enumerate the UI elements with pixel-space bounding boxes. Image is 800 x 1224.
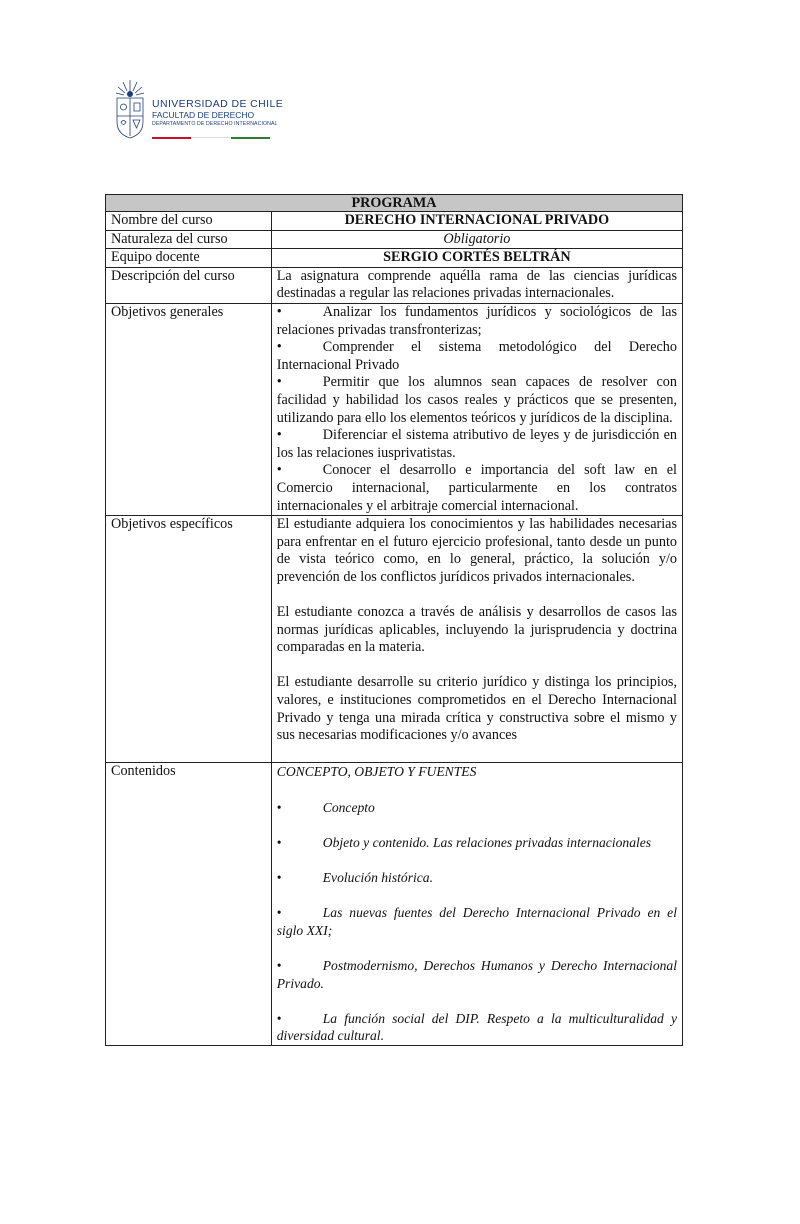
content-text: La función social del DIP. Respeto a la multiculturalidad y diversidad cultural. [276, 1010, 677, 1044]
specific-objectives-value [271, 516, 682, 763]
table-row [106, 249, 683, 268]
row-label-nature: Naturaleza del curso [106, 230, 272, 249]
bullet-icon: • [276, 834, 282, 850]
row-label-specific-objectives: Objetivos específicos [106, 516, 272, 763]
bullet-icon: • [276, 1010, 282, 1026]
table-title-row [106, 195, 683, 212]
bullet-icon: • [276, 869, 282, 885]
list-item [277, 339, 677, 374]
table-title: PROGRAMA [106, 195, 683, 212]
bullet-icon: • [276, 427, 282, 444]
bullet-icon: • [276, 799, 282, 815]
objective-text: Conocer el desarrollo e importancia del soft law en el Comercio internacional, particularmente en los contratos internacionales y el arbitraje comercial internacional. [276, 462, 677, 514]
table-row [106, 763, 683, 1046]
objective-text: Permitir que los alumnos sean capaces de resolver con facilidad y habilidad los casos reales y prácticos que se presenten, utilizando para ello los elementos teóricos y jurídicos de la disciplina. [276, 374, 677, 426]
bullet-icon: • [276, 303, 282, 320]
paragraph: El estudiante desarrolle su criterio jurídico y distinga los principios, valores, e instituciones comprometidos en el Derecho Internacional Privado y tenga una mirada crítica y constructiva sobre el mismo y sus necesarias modificaciones y/o avances [276, 674, 677, 744]
row-label-contents: Contenidos [106, 763, 272, 1046]
team-value: SERGIO CORTÉS BELTRÁN [271, 249, 682, 268]
bullet-icon: • [276, 339, 282, 356]
paragraph: El estudiante adquiera los conocimientos y las habilidades necesarias para enfrentar en el futuro ejercicio profesional, tanto desde un punto de vista teórico como, en lo general, práctico, la solución y/o prevención de los conflictos jurídicos privados internacionales. [276, 516, 677, 585]
nature-value: Obligatorio [271, 230, 682, 249]
row-label-course-name: Nombre del curso [106, 212, 272, 231]
paragraph: El estudiante conozca a través de análisis y desarrollos de casos las normas jurídicas aplicables, incluyendo la jurisprudencia y doctrina comparadas en la materia. [276, 604, 677, 656]
content-text: Objeto y contenido. Las relaciones privadas internacionales [322, 834, 652, 850]
contents-value [271, 763, 682, 1046]
list-item [277, 427, 677, 462]
row-label-general-objectives: Objetivos generales [106, 303, 272, 515]
general-objectives-value [271, 303, 682, 515]
list-item [277, 869, 677, 887]
objective-text: Diferenciar el sistema atributivo de leyes y de jurisdicción en los las relaciones iusprivatistas. [276, 427, 677, 461]
objective-text: Analizar los fundamentos jurídicos y sociológicos de las relaciones privadas transfronterizas; [276, 303, 677, 338]
program-table [105, 194, 683, 1046]
description-value: La asignatura comprende aquélla rama de las ciencias jurídicas destinadas a regular las relaciones privadas internacionales. [271, 267, 682, 303]
bullet-icon: • [276, 462, 282, 479]
university-name: UNIVERSIDAD DE CHILE [152, 98, 284, 110]
flag-color-bar [152, 137, 270, 139]
table-row [106, 516, 683, 763]
row-label-team: Equipo docente [106, 249, 272, 268]
contents-heading: CONCEPTO, OBJETO Y FUENTES [276, 764, 477, 780]
university-seal-icon [112, 78, 148, 140]
bullet-icon: • [276, 374, 282, 391]
row-label-description: Descripción del curso [106, 267, 272, 303]
list-item [277, 462, 677, 515]
bullet-icon: • [276, 905, 282, 921]
content-text: Las nuevas fuentes del Derecho Internacional Privado en el siglo XXI; [276, 905, 677, 938]
list-item [277, 304, 677, 339]
table-row [106, 230, 683, 249]
list-item [277, 904, 677, 939]
list-item [277, 374, 677, 427]
objective-text: Comprender el sistema metodológico del Derecho Internacional Privado [276, 339, 677, 373]
university-text-block [152, 98, 312, 128]
list-item [277, 1010, 677, 1045]
table-row [106, 267, 683, 303]
table-row [106, 212, 683, 231]
list-item [277, 834, 677, 852]
table-row [106, 303, 683, 515]
faculty-name: FACULTAD DE DERECHO [152, 110, 255, 120]
list-item [277, 799, 677, 817]
department-name: DEPARTAMENTO DE DERECHO INTERNACIONAL [152, 121, 278, 127]
university-header [112, 78, 312, 144]
content-text: Evolución histórica. [322, 869, 433, 885]
bullet-icon: • [276, 957, 282, 973]
content-text: Postmodernismo, Derechos Humanos y Derecho Internacional Privado. [276, 957, 677, 991]
content-text: Concepto [322, 799, 375, 815]
course-name-value: DERECHO INTERNACIONAL PRIVADO [271, 212, 682, 231]
list-item [277, 957, 677, 992]
